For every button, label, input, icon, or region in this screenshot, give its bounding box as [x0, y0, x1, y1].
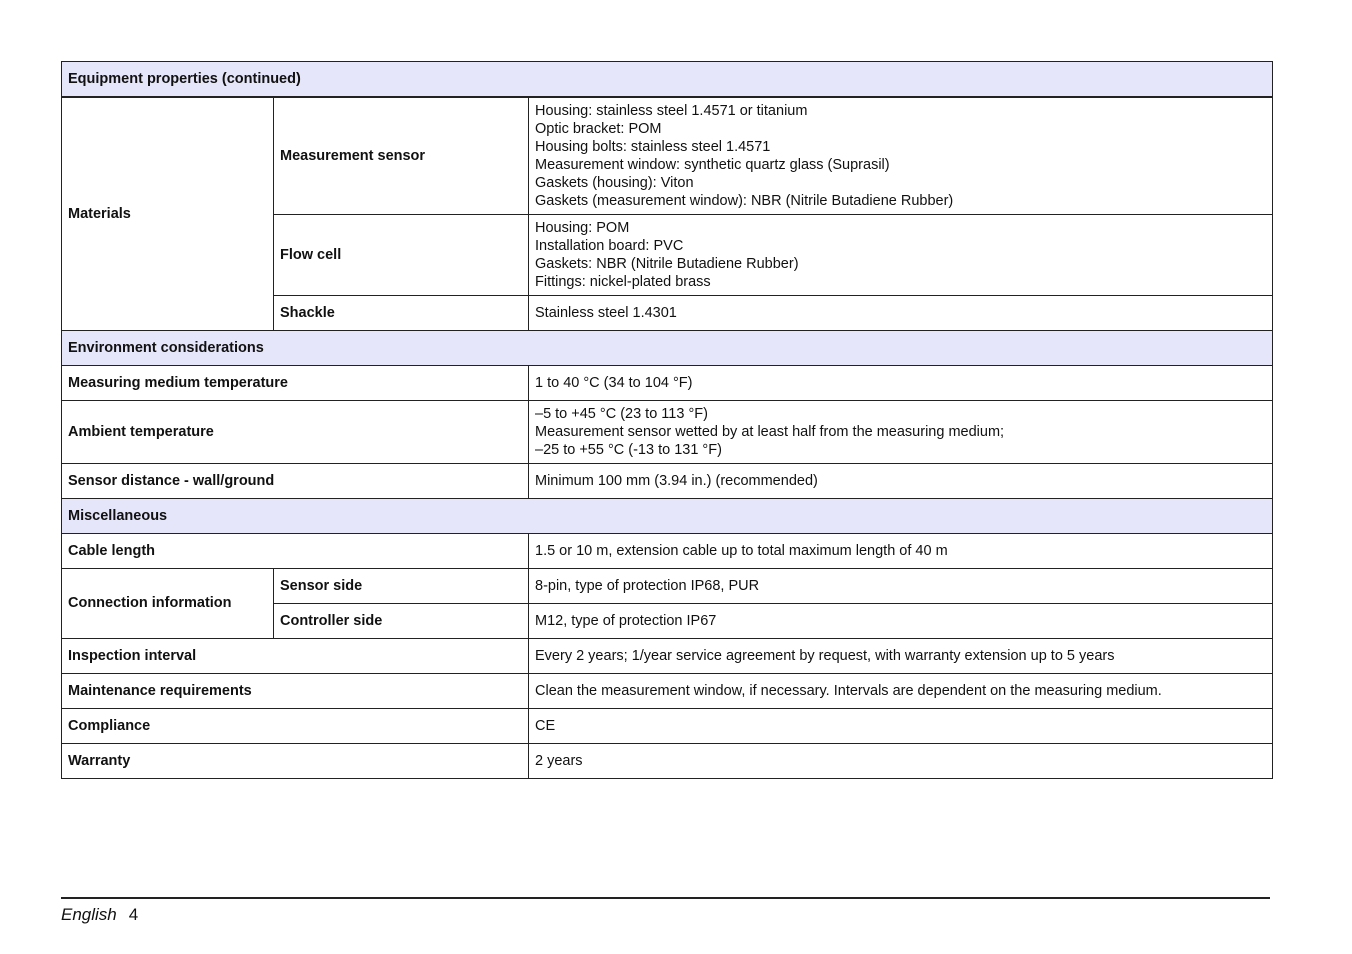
value-line: Installation board: PVC: [535, 237, 684, 254]
value-line: Measurement sensor wetted by at least half from the measuring medium;: [535, 423, 1005, 440]
row-label-sensor-distance: Sensor distance - wall/ground: [62, 463, 529, 498]
value-line: Optic bracket: POM: [535, 120, 662, 137]
table-row: [62, 463, 1273, 498]
table-row: [62, 743, 1273, 778]
section-header-environment: [62, 330, 1273, 365]
sub-label-measurement-sensor: Measurement sensor: [274, 97, 529, 214]
footer-language: English: [61, 905, 117, 924]
page-number: 4: [128, 905, 139, 924]
value-controller-side: M12, type of protection IP67: [529, 603, 1273, 638]
footer-divider: [61, 897, 1270, 899]
value-ambient-temperature: [529, 400, 1273, 463]
value-line: Housing: POM: [535, 219, 630, 236]
value-warranty: 2 years: [529, 743, 1273, 778]
value-measurement-sensor: [529, 97, 1273, 214]
value-line: –25 to +55 °C (-13 to 131 °F): [535, 441, 722, 458]
table-row: [62, 365, 1273, 400]
value-inspection-interval: Every 2 years; 1/year service agreement by request, with warranty extension up to 5 years: [529, 638, 1273, 673]
value-sensor-distance: Minimum 100 mm (3.94 in.) (recommended): [529, 463, 1273, 498]
section-title: Environment considerations: [62, 330, 1273, 365]
value-compliance: CE: [529, 708, 1273, 743]
page-footer: [61, 905, 138, 925]
value-line: Housing bolts: stainless steel 1.4571: [535, 138, 771, 155]
row-label-maintenance-requirements: Maintenance requirements: [62, 673, 529, 708]
table-row: [62, 400, 1273, 463]
table-row: [62, 533, 1273, 568]
row-label-materials: Materials: [62, 97, 274, 330]
section-header-miscellaneous: [62, 498, 1273, 533]
value-line: Gaskets (housing): Viton: [535, 174, 694, 191]
table-row: [62, 97, 1273, 214]
sub-label-sensor-side: Sensor side: [274, 568, 529, 603]
value-shackle: Stainless steel 1.4301: [529, 295, 1273, 330]
row-label-medium-temperature: Measuring medium temperature: [62, 365, 529, 400]
value-line: Gaskets (measurement window): NBR (Nitrile Butadiene Rubber): [535, 192, 954, 209]
value-sensor-side: 8-pin, type of protection IP68, PUR: [529, 568, 1273, 603]
sub-label-flow-cell: Flow cell: [274, 214, 529, 295]
table-row: [62, 673, 1273, 708]
value-line: Measurement window: synthetic quartz glass (Suprasil): [535, 156, 890, 173]
row-label-inspection-interval: Inspection interval: [62, 638, 529, 673]
value-line: Housing: stainless steel 1.4571 or titanium: [535, 102, 808, 119]
sub-label-shackle: Shackle: [274, 295, 529, 330]
row-label-cable-length: Cable length: [62, 533, 529, 568]
value-line: Fittings: nickel-plated brass: [535, 273, 711, 290]
table-row: [62, 638, 1273, 673]
value-flow-cell: [529, 214, 1273, 295]
value-line: Gaskets: NBR (Nitrile Butadiene Rubber): [535, 255, 799, 272]
value-cable-length: 1.5 or 10 m, extension cable up to total maximum length of 40 m: [529, 533, 1273, 568]
value-maintenance-requirements: Clean the measurement window, if necessary. Intervals are dependent on the measuring medium.: [529, 673, 1273, 708]
table-row: [62, 568, 1273, 603]
section-title: Equipment properties (continued): [62, 62, 1273, 98]
table-row: [62, 708, 1273, 743]
section-header-equipment: [62, 62, 1273, 98]
specifications-table: [61, 61, 1273, 779]
value-medium-temperature: 1 to 40 °C (34 to 104 °F): [529, 365, 1273, 400]
value-line: –5 to +45 °C (23 to 113 °F): [535, 405, 708, 422]
row-label-ambient-temperature: Ambient temperature: [62, 400, 529, 463]
sub-label-controller-side: Controller side: [274, 603, 529, 638]
row-label-connection-information: Connection information: [62, 568, 274, 638]
section-title: Miscellaneous: [62, 498, 1273, 533]
row-label-warranty: Warranty: [62, 743, 529, 778]
row-label-compliance: Compliance: [62, 708, 529, 743]
